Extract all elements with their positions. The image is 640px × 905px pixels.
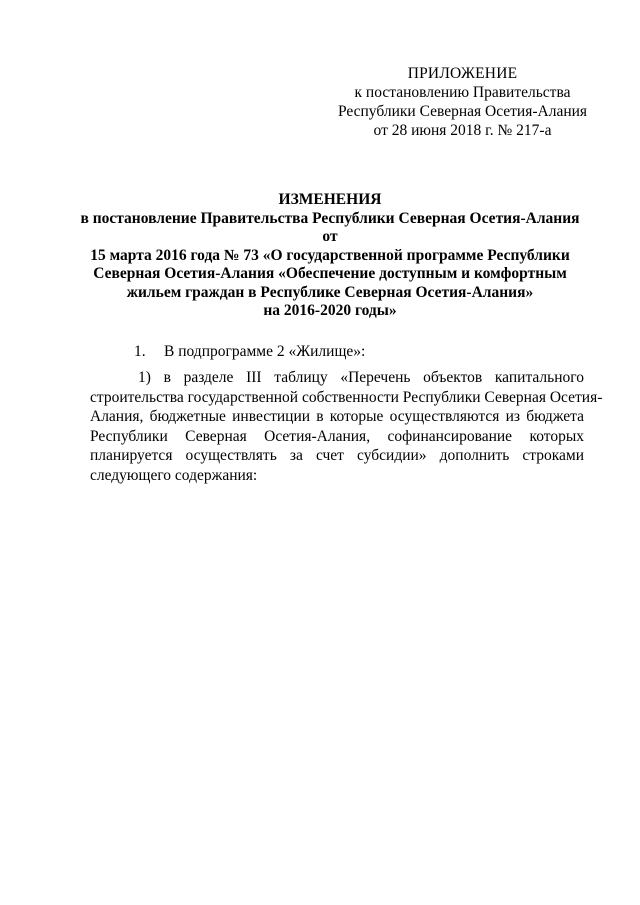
paragraph-line-2: строительства государственной собственности Республики Северная Осетия-: [90, 388, 603, 406]
list-item-number: 1.: [134, 343, 146, 360]
paragraph-line-1: 1) в разделе III таблицу «Перечень объектов капитального: [138, 369, 584, 386]
list-item-1: [134, 342, 365, 361]
appendix-line-2: Республики Северная Осетия-Алания: [337, 103, 588, 120]
paragraph-line-4: Республики Северная Осетия-Алания, софинансирование которых: [90, 427, 584, 445]
title-line-3: 15 марта 2016 года № 73 «О государственной программе Республики: [90, 246, 570, 264]
title-line-2: в постановление Правительства Республики Северная Осетия-Алания от: [80, 209, 580, 245]
appendix-line-3: от 28 июня 2018 г. № 217-а: [373, 122, 552, 139]
paragraph-line-6: следующего содержания:: [90, 466, 258, 484]
paragraph-line-5: планируется осуществлять за счет субсидии» дополнить строками: [90, 447, 584, 464]
title-line-5: жильем граждан в Республике Северная Осетия-Алания»: [126, 283, 534, 301]
title-line-6: на 2016-2020 годы»: [263, 302, 397, 319]
title-line-4: Северная Осетия-Алания «Обеспечение доступным и комфортным: [93, 265, 567, 282]
appendix-header: [330, 64, 595, 140]
document-title: [80, 191, 580, 321]
appendix-heading: ПРИЛОЖЕНИЕ: [407, 65, 518, 82]
list-item-text: В подпрограмме 2 «Жилище»:: [164, 343, 366, 360]
body-paragraph: [90, 368, 603, 485]
appendix-line-1: к постановлению Правительства: [354, 84, 571, 101]
paragraph-line-3: Алания, бюджетные инвестиции в которые осуществляются из бюджета: [90, 408, 584, 425]
title-line-1: ИЗМЕНЕНИЯ: [278, 191, 382, 208]
